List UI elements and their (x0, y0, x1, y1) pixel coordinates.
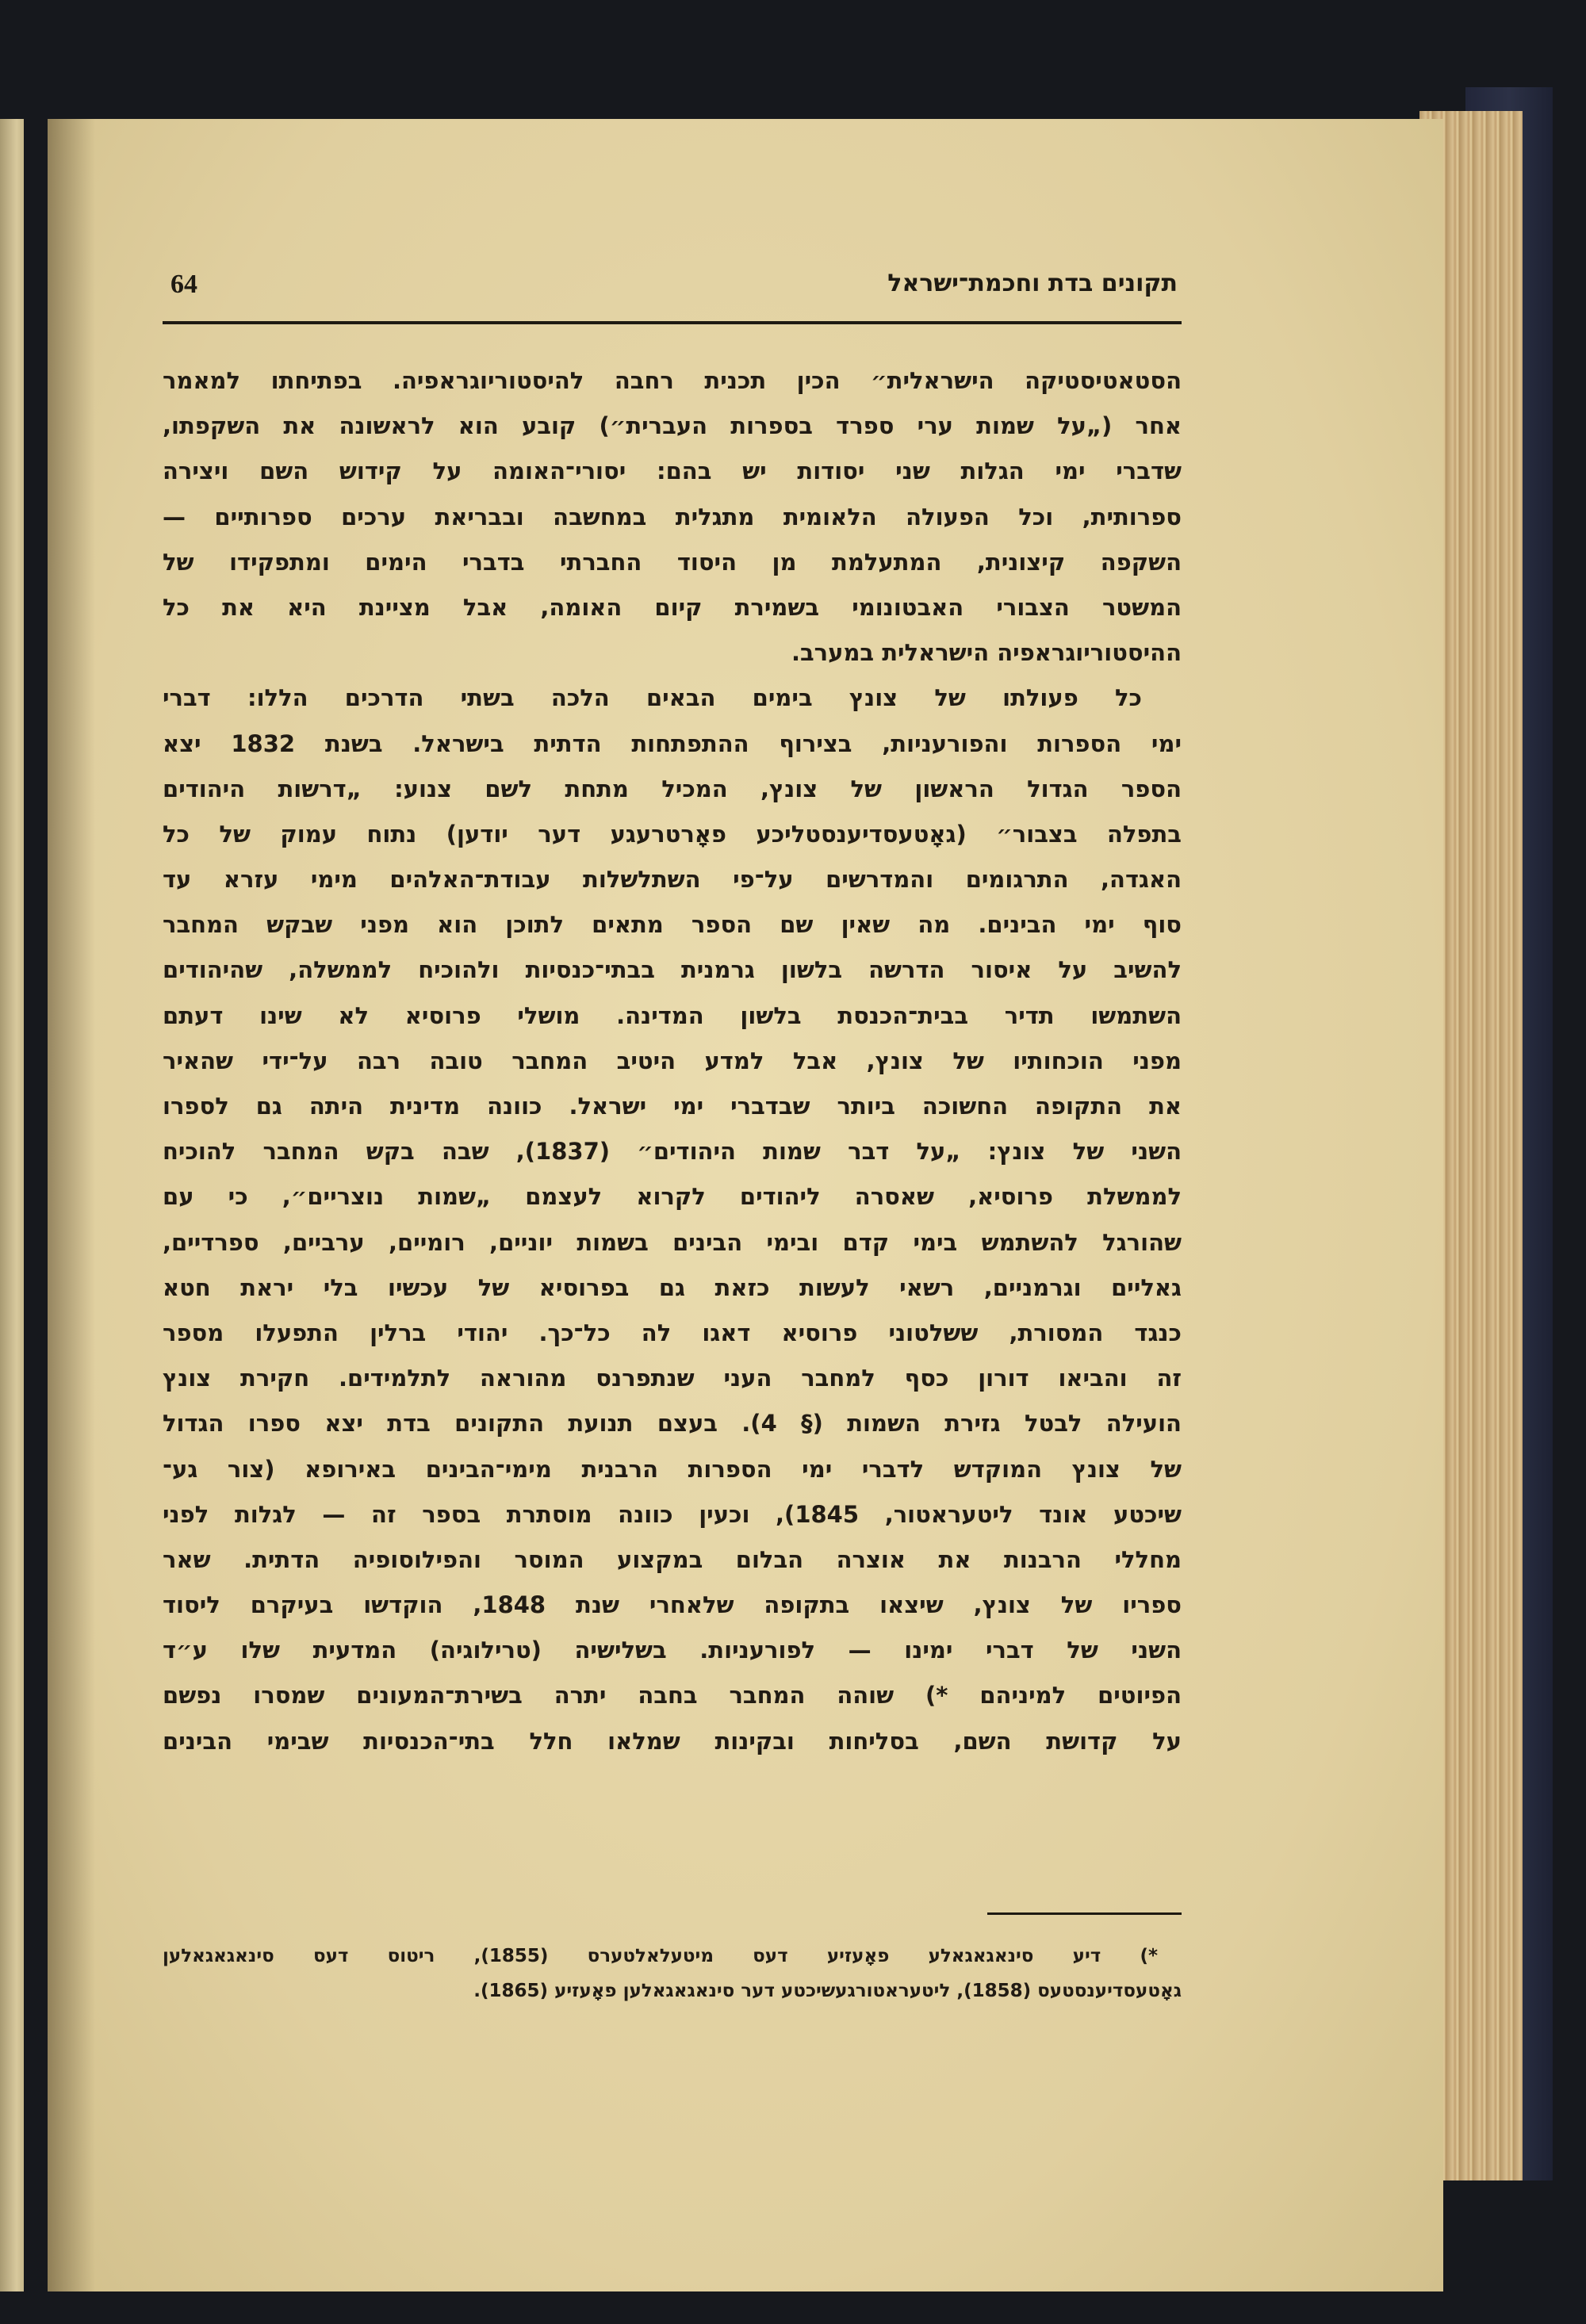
text-line: על קדושת השם, בסליחות ובקינות שמלאו חלל בתי־הכנסיות שבימי הבינים (163, 1727, 1182, 1755)
text-line: השתמשו תדיר בבית־הכנסת בלשון המדינה. מושלי פרוסיא לא שינו דעתם (163, 1001, 1182, 1029)
text-line: האגדה, התרגומים והמדרשים על־פי השתלשלות עבודת־האלהים מימי עזרא עד (163, 866, 1182, 894)
paragraph-start-line: כל פעולתו של צונץ בימים הבאים הלכה בשתי הדרכים הללו: דברי (163, 684, 1142, 712)
text-line: השני של צונץ: „על דבר שמות היהודים״ (1837), שבה בקש המחבר להוכיח (163, 1138, 1182, 1166)
text-line: להשיב על איסור הדרשה בלשון גרמנית בבתי־כנסיות ולהוכיח לממשלה, שהיהודים (163, 956, 1182, 984)
text-line: שדברי ימי הגלות שני יסודות יש בהם: יסורי־האומה על קידוש השם ויצירה (163, 458, 1182, 485)
text-line: של צונץ המוקדש לדברי ימי הספרות הרבנית מימי־הבינים באירופא (צור גע־ (163, 1455, 1182, 1483)
facing-page-sliver (0, 119, 24, 2291)
text-line: הספר הגדול הראשון של צונץ, המכיל מתחת לשם צנוע: „דרשות היהודים (163, 775, 1182, 802)
footnotes (163, 1939, 1182, 2008)
footnote-line: *) דיע סינאגאגאלע פאָעזיע דעס מיטעלאלטערס (1855), ריטוס דעס סינאגאגאלען (163, 1946, 1158, 1966)
text-line: הפיוטים למיניהם *) שוהה המחבר בחבה יתרה בשירת־המעונים שמסרו נפשם (163, 1682, 1182, 1709)
paragraph-end-line: ההיסטוריוגראפיה הישראלית במערב. (791, 639, 1182, 667)
running-head (170, 270, 1178, 317)
body-text (163, 358, 1182, 1764)
text-line: הסטאטיסטיקה הישראלית״ הכין תכנית רחבה להיסטוריוגראפיה. בפתיחתו למאמר (163, 367, 1182, 394)
running-title: תקונים בדת וחכמת־ישראל (887, 270, 1178, 297)
text-line: מחללי הרבנות את אוצרה הבלום במקצוע המוסר והפילוסופיה הדתית. שאר (163, 1545, 1182, 1573)
footnote-rule (987, 1912, 1182, 1915)
text-line: זה והביאו דורון כסף למחבר העני שנתפרנס מהוראה לתלמידים. חקירת צונץ (163, 1365, 1182, 1392)
gutter-shadow (48, 119, 95, 2291)
text-line: כנגד המסורת, ששלטוני פרוסיא דאגו לה כל־כך. יהודי ברלין התפעלו מספר (163, 1319, 1182, 1346)
text-line: שהורגל להשתמש בימי קדם ובימי הבינים בשמות יוניים, רומיים, ערביים, ספרדיים, (163, 1228, 1182, 1256)
text-line: לממשלת פרוסיא, שאסרה ליהודים לקרוא לעצמם „שמות נוצריים״, כי עם (163, 1183, 1182, 1211)
text-line: המשטר הצבורי האבטונומי בשמירת קיום האומה, אבל מציינת היא את כל (163, 593, 1182, 621)
footnote-line: גאָטעסדיענסטעס (1858), ליטעראטורגעשיכטע דער סינאגאגאלען פאָעזיע (1865). (473, 1981, 1182, 2001)
header-rule (163, 321, 1182, 324)
text-line: אחר („על שמות ערי ספרד בספרות העברית״) קובע הוא לראשונה את השקפתו, (163, 412, 1182, 440)
text-line: ימי הספרות והפורעניות, בצירוף ההתפתחות הדתית בישראל. בשנת 1832 יצא (163, 729, 1182, 757)
text-line: גאליים וגרמניים, רשאי לעשות כזאת גם בפרוסיא של עכשיו בלי יראת חטא (163, 1273, 1182, 1301)
text-line: את התקופה החשוכה ביותר שבדברי ימי ישראל. כוונה מדינית היתה גם לספרו (163, 1093, 1182, 1120)
text-line: השקפה קיצונית, המתעלמת מן היסוד החברתי בדברי הימים ומתפקידו של (163, 548, 1182, 576)
text-line: ספריו של צונץ, שיצאו בתקופה שלאחרי שנת 1848, הוקדשו בעיקרם ליסוד (163, 1591, 1182, 1619)
text-line: שיכטע אונד ליטעראטור, 1845), וכעין כוונה מוסתרת בספר זה — לגלות לפני (163, 1500, 1182, 1528)
text-line: ספרותית, וכל הפעולה הלאומית מתגלית במחשבה ובבריאת ערכים ספרותיים — (163, 503, 1182, 530)
text-line: השני של דברי ימינו — לפורעניות. בשלישיה (טרילוגיה) המדעית שלו ע״ד (163, 1637, 1182, 1664)
text-line: סוף ימי הבינים. מה שאין שם הספר מתאים לתוכן הוא מפני שבקש המחבר (163, 911, 1182, 939)
text-line: הועילה לבטל גזירת השמות (§ 4). בעצם תנועת התקונים בדת יצא ספרו הגדול (163, 1410, 1182, 1438)
page-number: 64 (170, 270, 197, 299)
text-line: בתפלה בצבור״ (גאָטעסדיענסטליכע פאָרטרעגע דער יודען) נתוח עמוק של כל (163, 820, 1182, 848)
text-line: מפני הוכחותיו של צונץ, אבל למדע היטיב המחבר טובה רבה על־ידי שהאיר (163, 1047, 1182, 1074)
